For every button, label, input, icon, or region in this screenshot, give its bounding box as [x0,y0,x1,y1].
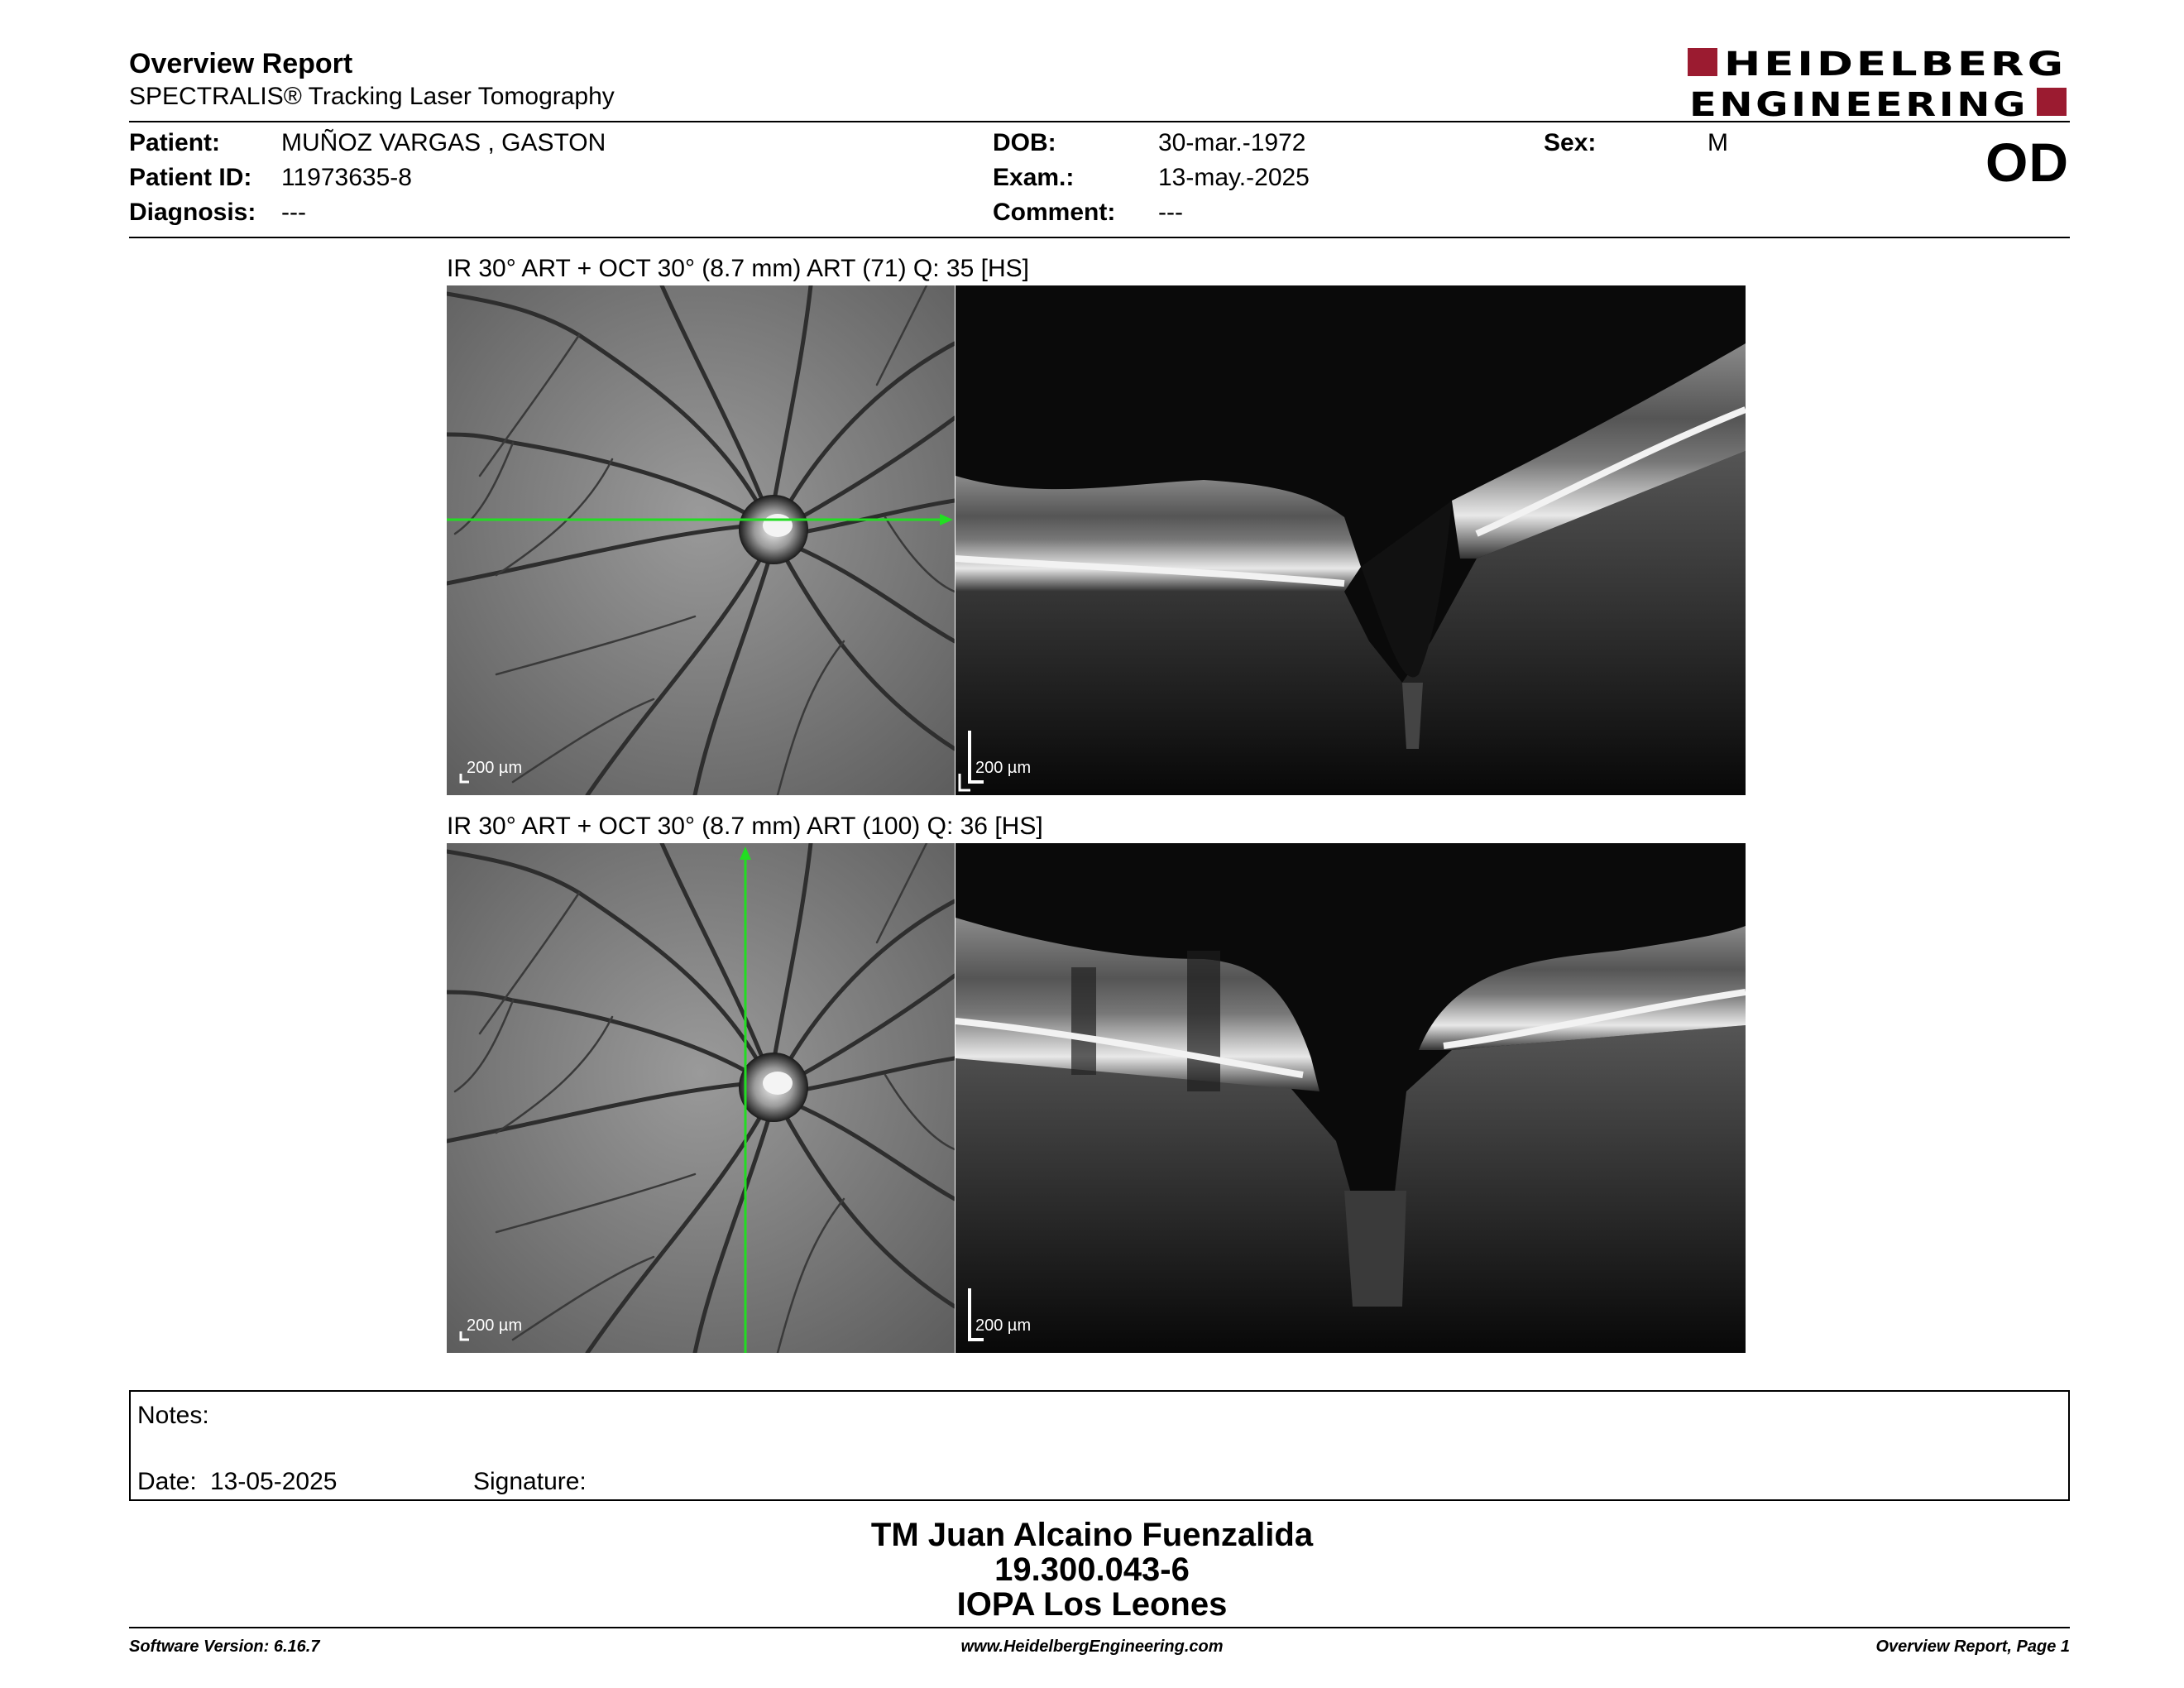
header-divider [129,121,2070,122]
oct-bscan-image [956,843,1746,1353]
patient-label: Patient: [129,129,221,156]
date-value: 13-05-2025 [210,1468,338,1495]
scan-caption: IR 30° ART + OCT 30° (8.7 mm) ART (71) Q: 35 [HS] [447,255,1029,282]
heidelberg-engineering-logo [1688,45,2068,119]
report-subtitle: SPECTRALIS® Tracking Laser Tomography [129,83,615,110]
logo-text-line1: HEIDELBERG [1724,46,2067,84]
exam-label: Exam.: [993,164,1075,191]
diagnosis-value: --- [281,199,306,226]
signature-label: Signature: [473,1468,587,1495]
scale-bar-label: 200 µm [467,1316,523,1335]
logo-text-line2: ENGINEERING [1689,86,2028,119]
technician-id: 19.300.043-6 [994,1551,1190,1588]
page-indicator: Overview Report, Page 1 [1875,1638,2070,1656]
comment-label: Comment: [993,199,1116,226]
oct-bscan-image [956,285,1746,795]
technician-name: TM Juan Alcaino Fuenzalida [870,1517,1314,1553]
notes-box [129,1390,2070,1501]
patient-id-label: Patient ID: [129,164,252,191]
dob-label: DOB: [993,129,1056,156]
ir-fundus-image [447,843,955,1353]
institution-name: IOPA Los Leones [956,1586,1228,1623]
footer-divider [129,1627,2070,1628]
sex-label: Sex: [1544,129,1597,156]
website-link[interactable]: www.HeidelbergEngineering.com [960,1638,1224,1656]
scale-bar-label: 200 µm [467,759,523,777]
logo-accent-block-bottom [2037,88,2067,116]
diagnosis-label: Diagnosis: [129,199,256,226]
dob-value: 30-mar.-1972 [1158,129,1306,156]
comment-value: --- [1158,199,1183,226]
notes-label: Notes: [137,1402,209,1429]
exam-date: 13-may.-2025 [1158,164,1310,191]
software-version: Software Version: 6.16.7 [129,1638,320,1656]
date-label: Date: [137,1468,197,1495]
scale-bar-label: 200 µm [975,1316,1032,1335]
scale-bar-label: 200 µm [975,759,1032,777]
eye-laterality: OD [1985,132,2069,193]
report-title: Overview Report [129,48,353,79]
ir-fundus-image [447,285,955,795]
scan-caption: IR 30° ART + OCT 30° (8.7 mm) ART (100) Q: 36 [HS] [447,813,1043,840]
sex-value: M [1707,129,1728,156]
patient-divider [129,237,2070,238]
patient-name: MUÑOZ VARGAS , GASTON [281,129,606,156]
logo-accent-block-top [1688,48,1717,76]
patient-id: 11973635-8 [281,164,412,191]
